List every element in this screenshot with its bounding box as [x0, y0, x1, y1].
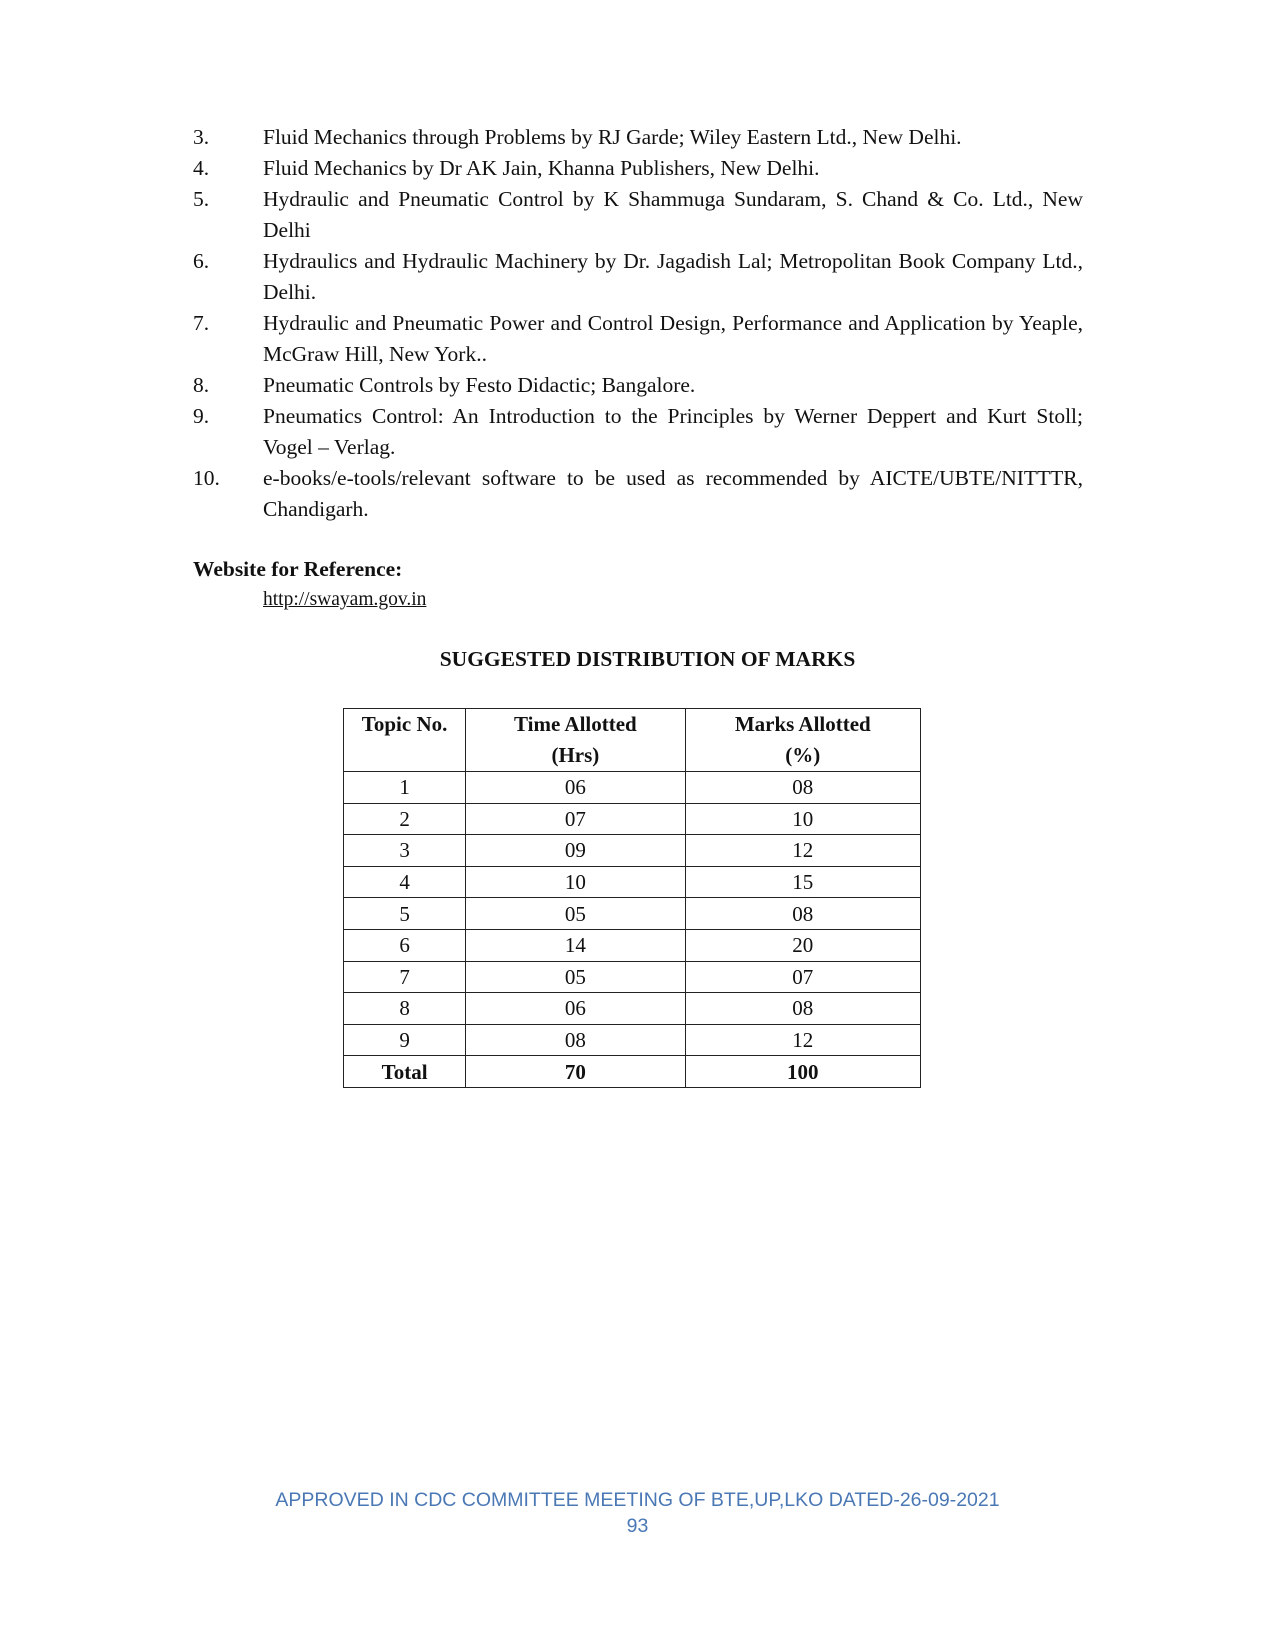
reference-text: Hydraulics and Hydraulic Machinery by Dr. Jagadish Lal; Metropolitan Book Company Ltd., Delhi. — [263, 249, 1083, 304]
reference-number: 3. — [193, 125, 210, 149]
reference-text: Pneumatic Controls by Festo Didactic; Bangalore. — [263, 373, 696, 397]
reference-item — [193, 308, 1083, 370]
reference-list — [193, 122, 1083, 525]
total-label-cell: Total — [344, 1056, 466, 1088]
reference-item — [193, 153, 1083, 184]
time-cell: 05 — [466, 961, 685, 993]
marks-cell: 15 — [685, 866, 920, 898]
website-heading: Website for Reference: — [193, 557, 403, 581]
reference-item — [193, 401, 1083, 463]
website-link[interactable]: http://swayam.gov.in — [263, 589, 427, 610]
topic-cell: 6 — [344, 929, 466, 961]
reference-number: 7. — [193, 311, 210, 335]
marks-cell: 07 — [685, 961, 920, 993]
reference-item — [193, 370, 1083, 401]
marks-distribution-table — [343, 708, 921, 1088]
table-row — [344, 929, 921, 961]
reference-number: 9. — [193, 404, 210, 428]
reference-number: 8. — [193, 373, 210, 397]
reference-number: 10. — [193, 466, 220, 490]
header-topic-no: Topic No. — [344, 709, 466, 772]
topic-cell: 5 — [344, 898, 466, 930]
table-row — [344, 1024, 921, 1056]
marks-cell: 08 — [685, 993, 920, 1025]
reference-item — [193, 122, 1083, 153]
reference-number: 5. — [193, 187, 210, 211]
marks-cell: 08 — [685, 898, 920, 930]
marks-cell: 10 — [685, 803, 920, 835]
page-number: 93 — [626, 1515, 649, 1537]
marks-cell: 20 — [685, 929, 920, 961]
table-row — [344, 866, 921, 898]
table-row — [344, 993, 921, 1025]
time-cell: 05 — [466, 898, 685, 930]
reference-text: Pneumatics Control: An Introduction to the Principles by Werner Deppert and Kurt Stoll; Vogel – Verlag. — [263, 404, 1083, 459]
time-cell: 14 — [466, 929, 685, 961]
header-time-allotted: Time Allotted (Hrs) — [466, 709, 685, 772]
time-cell: 09 — [466, 835, 685, 867]
reference-item — [193, 463, 1083, 525]
marks-cell: 12 — [685, 835, 920, 867]
topic-cell: 1 — [344, 772, 466, 804]
reference-text: Fluid Mechanics by Dr AK Jain, Khanna Publishers, New Delhi. — [263, 156, 820, 180]
topic-cell: 2 — [344, 803, 466, 835]
topic-cell: 4 — [344, 866, 466, 898]
time-cell: 10 — [466, 866, 685, 898]
table-row — [344, 961, 921, 993]
time-cell: 08 — [466, 1024, 685, 1056]
time-cell: 06 — [466, 993, 685, 1025]
reference-text: Hydraulic and Pneumatic Control by K Shammuga Sundaram, S. Chand & Co. Ltd., New Delhi — [263, 187, 1083, 242]
topic-cell: 8 — [344, 993, 466, 1025]
table-header-row — [344, 709, 921, 772]
time-cell: 06 — [466, 772, 685, 804]
reference-number: 4. — [193, 156, 210, 180]
reference-text: e-books/e-tools/relevant software to be used as recommended by AICTE/UBTE/NITTTR, Chandigarh. — [263, 466, 1083, 521]
total-marks-cell: 100 — [685, 1056, 920, 1088]
total-time-cell: 70 — [466, 1056, 685, 1088]
reference-item — [193, 246, 1083, 308]
reference-text: Hydraulic and Pneumatic Power and Control Design, Performance and Application by Yeaple, McGraw Hill, New York.. — [263, 311, 1083, 366]
table-row — [344, 898, 921, 930]
table-row — [344, 772, 921, 804]
marks-cell: 08 — [685, 772, 920, 804]
reference-number: 6. — [193, 249, 210, 273]
time-cell: 07 — [466, 803, 685, 835]
reference-item — [193, 184, 1083, 246]
topic-cell: 9 — [344, 1024, 466, 1056]
reference-text: Fluid Mechanics through Problems by RJ Garde; Wiley Eastern Ltd., New Delhi. — [263, 125, 962, 149]
approval-note: APPROVED IN CDC COMMITTEE MEETING OF BTE,UP,LKO DATED-26-09-2021 — [275, 1489, 1000, 1511]
page-footer — [0, 1487, 1275, 1539]
topic-cell: 7 — [344, 961, 466, 993]
topic-cell: 3 — [344, 835, 466, 867]
header-marks-allotted: Marks Allotted (%) — [685, 709, 920, 772]
distribution-title: SUGGESTED DISTRIBUTION OF MARKS — [439, 647, 856, 671]
marks-cell: 12 — [685, 1024, 920, 1056]
table-row — [344, 803, 921, 835]
table-total-row — [344, 1056, 921, 1088]
table-row — [344, 835, 921, 867]
